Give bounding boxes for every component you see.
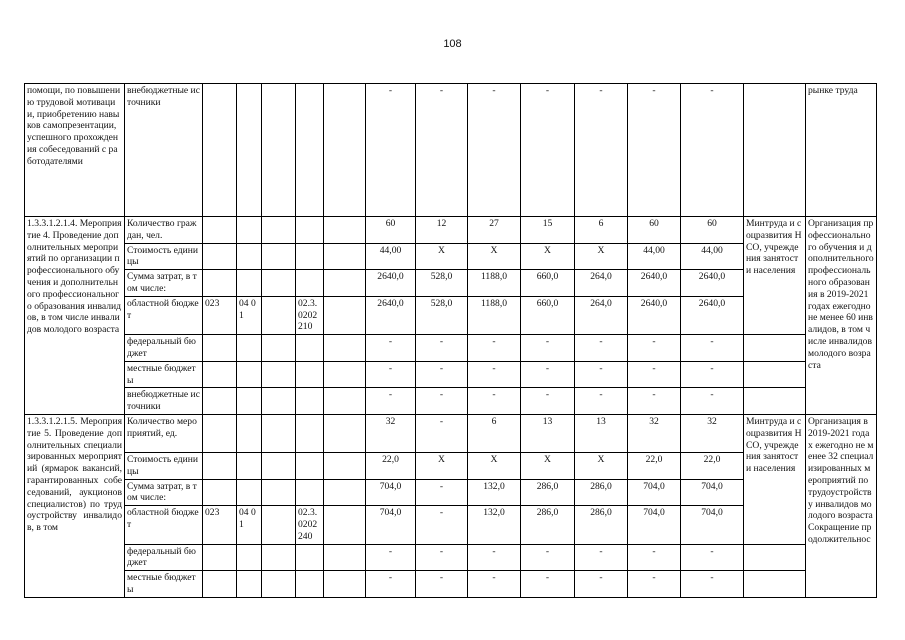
table-cell: - <box>366 361 416 388</box>
table-cell <box>203 414 237 452</box>
table-cell <box>203 361 237 388</box>
table-cell: - <box>366 388 416 415</box>
table-cell: 02.3. 0202 210 <box>296 296 324 334</box>
table-cell <box>203 84 237 217</box>
table-row <box>25 571 877 598</box>
table-cell: 2640,0 <box>628 270 681 297</box>
table-cell: - <box>521 388 575 415</box>
table-cell: Организация в 2019-2021 годах ежегодно не менее 32 специализированных мероприятий по трудоустройству инвалидов молодого возраста Сокращение продолжительнос <box>806 414 877 597</box>
table-cell: - <box>628 335 681 362</box>
table-cell: 704,0 <box>681 479 744 506</box>
table-cell <box>324 388 366 415</box>
table-cell: - <box>628 544 681 571</box>
table-cell <box>237 84 262 217</box>
table-cell: - <box>416 361 468 388</box>
table-row <box>25 84 877 217</box>
table-cell <box>203 571 237 598</box>
table-cell: Х <box>575 452 628 479</box>
table-cell: 286,0 <box>521 506 575 544</box>
table-cell <box>296 217 324 244</box>
page-number: 108 <box>443 38 462 50</box>
table-cell: Организация профессионального обучения и дополнительного профессионального образования в 2019-2021 годах ежегодно не менее 60 инвалидов, в том числе инвалидов молодого возраста <box>806 217 877 415</box>
table-cell: - <box>575 388 628 415</box>
table-cell <box>262 243 296 270</box>
table-cell: Х <box>468 243 521 270</box>
table-cell: - <box>521 361 575 388</box>
table-cell <box>324 506 366 544</box>
table-cell: Минтруда и соцразвития НСО, учреждения занятости населения <box>744 217 806 335</box>
table-cell <box>237 571 262 598</box>
table-cell: 132,0 <box>468 506 521 544</box>
table-cell <box>296 479 324 506</box>
table-cell <box>237 361 262 388</box>
table-cell: Х <box>575 243 628 270</box>
table-cell: - <box>628 361 681 388</box>
table-cell: - <box>628 571 681 598</box>
table-cell: - <box>468 84 521 217</box>
table-cell: 1.3.3.1.2.1.4. Мероприятие 4. Проведение дополнительных мероприятий по организации профессионального обучения и дополнительного профессионального образования инвалидов, в том числе инвалидов молодого возраста <box>25 217 125 415</box>
table-cell <box>296 571 324 598</box>
table-cell <box>203 388 237 415</box>
table-cell <box>262 335 296 362</box>
table-cell <box>744 388 806 415</box>
table-cell: 32 <box>366 414 416 452</box>
table-cell: рынке труда <box>806 84 877 217</box>
table-cell <box>237 452 262 479</box>
table-cell: - <box>628 84 681 217</box>
table-cell: - <box>416 506 468 544</box>
table-cell: - <box>681 84 744 217</box>
table-cell: - <box>416 544 468 571</box>
table-cell <box>262 452 296 479</box>
table-cell <box>324 296 366 334</box>
table-cell: 660,0 <box>521 296 575 334</box>
table-cell: 704,0 <box>628 506 681 544</box>
table-cell: - <box>575 571 628 598</box>
table-cell: 60 <box>628 217 681 244</box>
table-cell <box>203 335 237 362</box>
table-cell <box>324 544 366 571</box>
table-cell: федеральный бюджет <box>125 544 203 571</box>
table-cell <box>203 452 237 479</box>
table-cell <box>296 544 324 571</box>
table-cell: Х <box>521 243 575 270</box>
table-cell: - <box>575 84 628 217</box>
table-cell <box>237 270 262 297</box>
table-cell: - <box>681 388 744 415</box>
table-cell: 6 <box>575 217 628 244</box>
table-cell <box>237 544 262 571</box>
table-cell: Стоимость единицы <box>125 452 203 479</box>
table-cell: - <box>681 335 744 362</box>
table-cell: - <box>416 84 468 217</box>
table-cell <box>296 388 324 415</box>
table-cell <box>262 506 296 544</box>
table-cell <box>296 270 324 297</box>
table-cell: 60 <box>681 217 744 244</box>
table-cell: - <box>468 361 521 388</box>
table-cell: 22,0 <box>366 452 416 479</box>
table-cell: местные бюджеты <box>125 571 203 598</box>
table-cell: - <box>416 571 468 598</box>
table-row <box>25 414 877 452</box>
table-cell <box>296 361 324 388</box>
table-cell <box>296 84 324 217</box>
table-cell <box>324 452 366 479</box>
table-cell <box>262 571 296 598</box>
table-cell: - <box>521 544 575 571</box>
table-cell: Сумма затрат, в том числе: <box>125 270 203 297</box>
table-cell <box>744 571 806 598</box>
table-cell: 264,0 <box>575 296 628 334</box>
table-cell: местные бюджеты <box>125 361 203 388</box>
table-cell: 023 <box>203 506 237 544</box>
table-cell: 27 <box>468 217 521 244</box>
table-cell: помощи, по повышению трудовой мотивации, приобретению навыков самопрезентации, успешного прохождения собеседований с работодателями <box>25 84 125 217</box>
table-cell: 528,0 <box>416 296 468 334</box>
table-cell <box>237 243 262 270</box>
table-cell: 04 01 <box>237 506 262 544</box>
table-row <box>25 217 877 244</box>
table-cell: 44,00 <box>681 243 744 270</box>
table-cell: 22,0 <box>628 452 681 479</box>
table-cell: 2640,0 <box>366 270 416 297</box>
table-cell: 60 <box>366 217 416 244</box>
table-row <box>25 544 877 571</box>
table-cell <box>262 84 296 217</box>
table-cell <box>296 414 324 452</box>
table-cell <box>237 335 262 362</box>
program-activities-table <box>24 83 877 598</box>
table-cell: - <box>521 335 575 362</box>
table-cell: Х <box>468 452 521 479</box>
table-cell <box>744 335 806 362</box>
table-cell: 2640,0 <box>681 296 744 334</box>
table-cell <box>203 243 237 270</box>
table-cell <box>262 217 296 244</box>
table-cell <box>262 414 296 452</box>
table-cell: - <box>521 84 575 217</box>
table-cell: 12 <box>416 217 468 244</box>
table-cell <box>324 84 366 217</box>
table-cell <box>203 217 237 244</box>
table-cell <box>324 217 366 244</box>
table-cell: 286,0 <box>575 506 628 544</box>
table-cell: федеральный бюджет <box>125 335 203 362</box>
table-cell <box>237 388 262 415</box>
table-cell: 704,0 <box>681 506 744 544</box>
table-cell <box>324 414 366 452</box>
table-cell: Х <box>521 452 575 479</box>
table-cell: 13 <box>575 414 628 452</box>
table-cell: областной бюджет <box>125 296 203 334</box>
table-cell <box>203 479 237 506</box>
table-cell <box>237 414 262 452</box>
table-cell: 44,00 <box>628 243 681 270</box>
table-cell: - <box>681 544 744 571</box>
table-cell <box>744 84 806 217</box>
table-cell <box>744 361 806 388</box>
table-cell <box>324 479 366 506</box>
table-cell: областной бюджет <box>125 506 203 544</box>
table-cell: 32 <box>628 414 681 452</box>
table-cell: 2640,0 <box>366 296 416 334</box>
table-cell: - <box>468 571 521 598</box>
table-cell <box>324 243 366 270</box>
table-cell: - <box>416 479 468 506</box>
table-cell <box>237 217 262 244</box>
table-row <box>25 361 877 388</box>
table-cell: Количество граждан, чел. <box>125 217 203 244</box>
table-cell: - <box>628 388 681 415</box>
table-cell <box>203 544 237 571</box>
table-cell: 1188,0 <box>468 270 521 297</box>
table-cell: - <box>521 571 575 598</box>
table-cell: 132,0 <box>468 479 521 506</box>
table-cell <box>262 296 296 334</box>
table-cell <box>262 270 296 297</box>
table-cell <box>237 479 262 506</box>
table-cell <box>262 388 296 415</box>
table-cell: 264,0 <box>575 270 628 297</box>
table-cell: - <box>366 335 416 362</box>
table-cell <box>296 335 324 362</box>
table-cell: внебюджетные источники <box>125 388 203 415</box>
table-cell: - <box>416 388 468 415</box>
table-cell: - <box>366 84 416 217</box>
table-cell: - <box>366 544 416 571</box>
table-cell: 2640,0 <box>628 296 681 334</box>
table-cell: 02.3. 0202 240 <box>296 506 324 544</box>
table-cell: 04 01 <box>237 296 262 334</box>
table-cell: 22,0 <box>681 452 744 479</box>
table-cell <box>324 270 366 297</box>
table-cell <box>296 243 324 270</box>
table-cell: 286,0 <box>521 479 575 506</box>
table-cell: 1.3.3.1.2.1.5. Мероприятие 5. Проведение дополнительных специализированных мероприятий (ярмарок вакансий, гарантированных собеседований, аукционов специалистов) по трудоустройству инвалидов, в том <box>25 414 125 597</box>
table-cell: - <box>416 414 468 452</box>
table-cell: 023 <box>203 296 237 334</box>
table-cell: Количество мероприятий, ед. <box>125 414 203 452</box>
table-cell: 704,0 <box>366 506 416 544</box>
table-cell: - <box>468 335 521 362</box>
table-cell: - <box>468 388 521 415</box>
table-cell <box>262 361 296 388</box>
table-cell <box>324 571 366 598</box>
table-cell: 1188,0 <box>468 296 521 334</box>
table-cell: 704,0 <box>366 479 416 506</box>
table-row <box>25 335 877 362</box>
table-cell: внебюджетные источники <box>125 84 203 217</box>
table-cell: Х <box>416 243 468 270</box>
table-cell: 15 <box>521 217 575 244</box>
table-cell: 13 <box>521 414 575 452</box>
table-cell: - <box>681 361 744 388</box>
table-cell <box>324 335 366 362</box>
table-cell: 286,0 <box>575 479 628 506</box>
table-cell: 44,00 <box>366 243 416 270</box>
table-cell: 2640,0 <box>681 270 744 297</box>
table-cell: 528,0 <box>416 270 468 297</box>
table-cell <box>203 270 237 297</box>
table-cell <box>324 361 366 388</box>
table-cell: 660,0 <box>521 270 575 297</box>
table-cell: - <box>416 335 468 362</box>
table-body <box>25 84 877 598</box>
table-cell: Х <box>416 452 468 479</box>
table-cell: - <box>681 571 744 598</box>
table-cell <box>744 544 806 571</box>
table-cell <box>296 452 324 479</box>
table-cell: 32 <box>681 414 744 452</box>
table-cell: - <box>575 544 628 571</box>
table-cell: Минтруда и соцразвития НСО, учреждения занятости населения <box>744 414 806 544</box>
table-cell: - <box>366 571 416 598</box>
table-cell: - <box>575 335 628 362</box>
table-cell: 6 <box>468 414 521 452</box>
table-cell: - <box>575 361 628 388</box>
table-cell <box>262 544 296 571</box>
table-cell <box>262 479 296 506</box>
table-cell: Стоимость единицы <box>125 243 203 270</box>
table-row <box>25 388 877 415</box>
table-cell: - <box>468 544 521 571</box>
table-cell: 704,0 <box>628 479 681 506</box>
table-cell: Сумма затрат, в том числе: <box>125 479 203 506</box>
